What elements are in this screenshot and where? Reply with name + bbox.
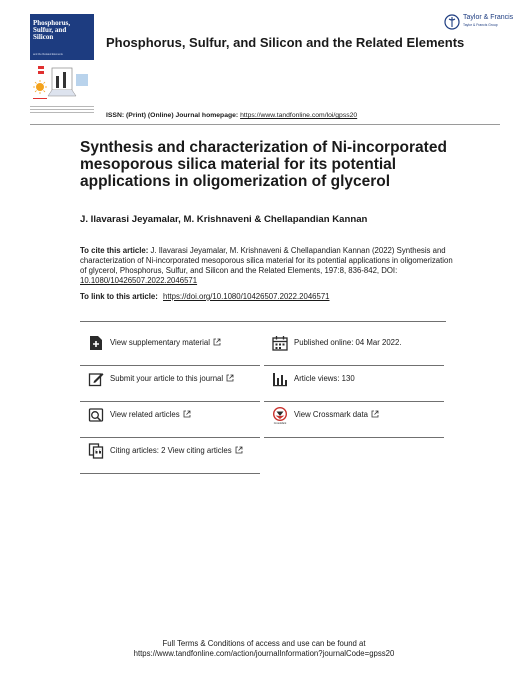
view-citing-articles-button[interactable] xyxy=(80,440,260,474)
citing-label xyxy=(110,446,243,455)
publisher-logo[interactable] xyxy=(444,12,524,34)
crossmark-label xyxy=(294,410,379,419)
published-online-info xyxy=(264,332,444,366)
footer-terms-link[interactable]: https://www.tandfonline.com/action/journalInformation?journalCode=gpss20 xyxy=(133,649,395,658)
view-related-button[interactable] xyxy=(80,404,260,438)
view-supplementary-button[interactable] xyxy=(80,332,260,366)
external-link-icon xyxy=(371,410,379,418)
article-authors: J. Ilavarasi Jeyamalar, M. Krishnaveni & Chellapandian Kannan xyxy=(80,214,368,225)
bar-chart-icon xyxy=(272,371,288,387)
row-divider xyxy=(264,365,444,366)
article-views-info xyxy=(264,368,444,402)
cover-title xyxy=(33,20,91,41)
crossmark-icon xyxy=(272,407,288,425)
published-text: Published online: 04 Mar 2022. xyxy=(294,338,402,347)
issn-label: ISSN: (Print) (Online) Journal homepage: xyxy=(106,112,239,119)
cover-footer-lines xyxy=(30,106,94,115)
cover-footer-rule xyxy=(30,112,94,113)
publisher-name: Taylor & Francis xyxy=(463,14,514,21)
external-link-icon xyxy=(213,338,221,346)
cover-illustration xyxy=(30,60,94,102)
views-text: Article views: 130 xyxy=(294,374,355,383)
row-divider xyxy=(80,401,260,402)
cite-doi-link[interactable]: 10.1080/10426507.2022.2046571 xyxy=(80,276,198,285)
related-text: View related articles xyxy=(110,410,180,419)
cover-title-line: Sulfur, and xyxy=(33,26,67,34)
journal-homepage-link[interactable]: https://www.tandfonline.com/loi/gpss20 xyxy=(240,112,358,119)
cover-footer-rule xyxy=(30,109,94,110)
crossmark-text: View Crossmark data xyxy=(294,410,368,419)
publisher-tagline: Taylor & Francis Group xyxy=(463,23,498,27)
submit-text: Submit your article to this journal xyxy=(110,374,224,383)
footer-line-1: Full Terms & Conditions of access and use can be found at xyxy=(162,639,366,648)
row-divider xyxy=(80,437,260,438)
article-title: Synthesis and characterization of Ni-incorporated mesoporous silica material for its potential applications in oligomerization of glycerol xyxy=(80,139,447,190)
calendar-icon xyxy=(272,335,288,351)
row-divider xyxy=(264,437,444,438)
row-divider xyxy=(80,365,260,366)
terms-footer xyxy=(0,639,528,659)
header-divider xyxy=(30,124,500,125)
cite-text: J. Ilavarasi Jeyamalar, M. Krishnaveni & Chellapandian Kannan (2022) Synthesis and characterization of Ni-incorporated mesoporous silica material for its potential applications in oligomerization of glycerol, Phosphorus, Sulfur, and Silicon and the Related Elements, 197:8, 836-842, DOI: xyxy=(80,246,453,275)
view-crossmark-button[interactable] xyxy=(264,404,444,438)
issn-line xyxy=(106,112,357,119)
external-link-icon xyxy=(226,374,234,382)
supplementary-text: View supplementary material xyxy=(110,338,210,347)
external-link-icon xyxy=(183,410,191,418)
pencil-edit-icon xyxy=(88,371,104,387)
row-divider xyxy=(80,473,260,474)
submit-label xyxy=(110,374,234,383)
supplementary-label xyxy=(110,338,221,347)
related-label xyxy=(110,410,191,419)
actions-top-divider xyxy=(80,321,446,322)
cover-title-line: Silicon xyxy=(33,33,54,41)
related-articles-icon xyxy=(88,407,104,423)
cover-title-line: Phosphorus, xyxy=(33,19,71,27)
cover-footer-rule xyxy=(30,106,94,107)
plus-document-icon xyxy=(88,335,104,351)
citing-articles-icon xyxy=(88,443,104,459)
citation-block xyxy=(80,246,460,286)
journal-title: Phosphorus, Sulfur, and Silicon and the Related Elements xyxy=(106,35,465,50)
cover-subtitle: and the Related Elements xyxy=(33,53,63,56)
crossmark-logo-text: CrossMark xyxy=(273,422,287,425)
external-link-icon xyxy=(235,446,243,454)
link-to-article xyxy=(80,292,330,301)
row-divider xyxy=(264,401,444,402)
citing-text: Citing articles: 2 View citing articles xyxy=(110,446,232,455)
journal-cover-image xyxy=(30,14,94,102)
tandf-logo-icon xyxy=(444,14,460,30)
cover-band xyxy=(30,14,94,60)
cite-label: To cite this article: xyxy=(80,246,149,255)
link-label: To link to this article: xyxy=(80,292,158,301)
article-doi-link[interactable]: https://doi.org/10.1080/10426507.2022.2046571 xyxy=(163,292,330,301)
submit-article-button[interactable] xyxy=(80,368,260,402)
